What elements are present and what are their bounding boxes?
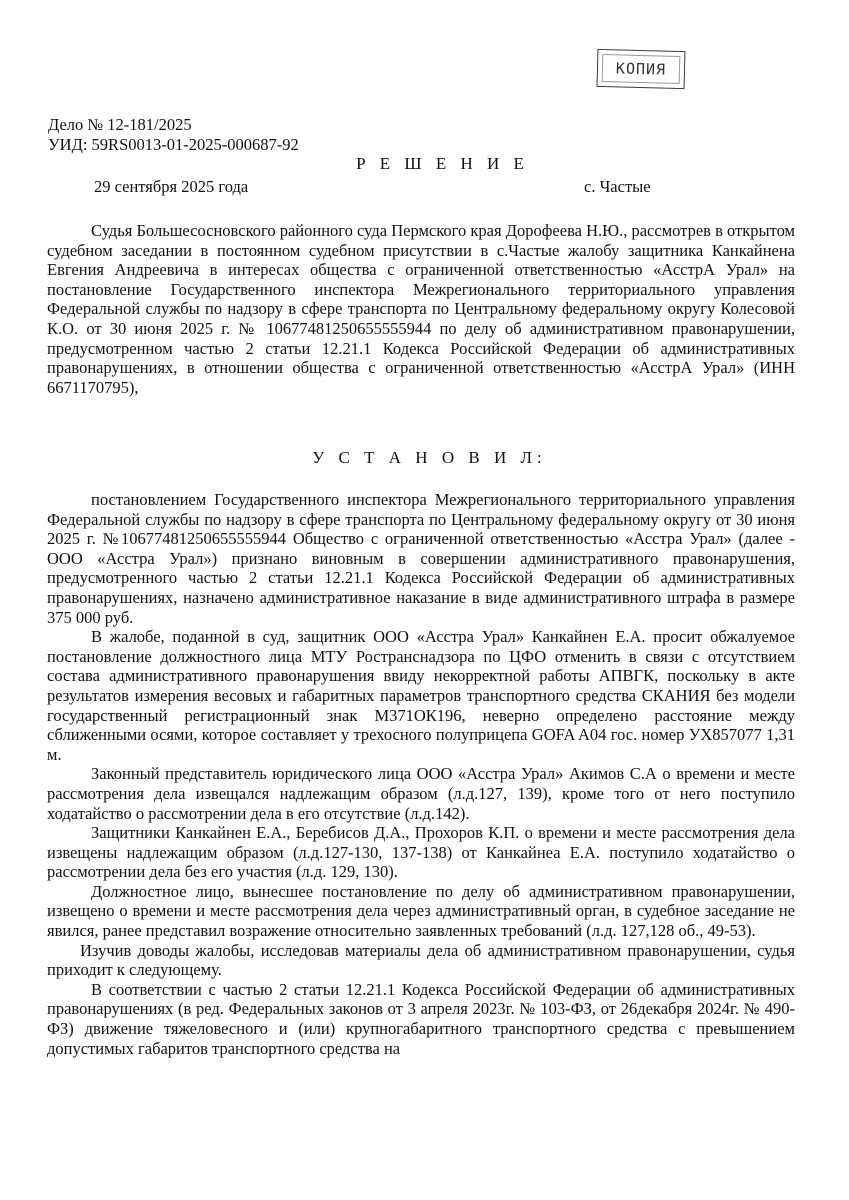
body-paragraph-5: Должностное лицо, вынесшее постановление по делу об административном правонарушении, извещено о времени и месте рассмотрения дела через административный орган, в судебное заседание не явился, ранее представил возражение относительно заявленных требований (л.д. 127,128 об., 49-53). — [47, 881, 795, 941]
section-heading-ustanovil: У С Т А Н О В И Л: — [312, 448, 547, 467]
intro-block — [47, 221, 795, 397]
copy-stamp-label: КОПИЯ — [615, 59, 667, 79]
uid-line: УИД: 59RS0013-01-2025-000687-92 — [48, 135, 299, 154]
body-block — [47, 490, 795, 1058]
document-title: Р Е Ш Е Н И Е — [356, 154, 529, 173]
decision-place: с. Частые — [584, 177, 651, 196]
body-paragraph-6: Изучив доводы жалобы, исследовав материалы дела об административном правонарушении, судья приходит к следующему. — [47, 940, 795, 980]
body-paragraph-1: постановлением Государственного инспектора Межрегионального территориального управления Федеральной службы по надзору в сфере транспорта по Центральному федеральному округу от 30 июня 2025 г. №10677481250655555944 Общество с ограниченной ответственностью «Асстра Урал» (далее - ООО «Асстра Урал») признано виновным в совершении административного правонарушения, предусмотренного частью 2 статьи 12.21.1 Кодекса Российской Федерации об административных правонарушениях, назначено административное наказание в виде административного штрафа в размере 375 000 руб. — [47, 490, 795, 627]
intro-paragraph: Судья Большесосновского районного суда Пермского края Дорофеева Н.Ю., рассмотрев в открытом судебном заседании в постоянном судебном присутствии в с.Частые жалобу защитника Канкайнена Евгения Андреевича в интересах общества с ограниченной ответственностью «АсстрА Урал» на постановление Государственного инспектора Межрегионального территориального управления Федеральной службы по надзору в сфере транспорта по Центральному федеральному округу Колесовой К.О. от 30 июня 2025 г. № 10677481250655555944 по делу об административном правонарушении, предусмотренном частью 2 статьи 12.21.1 Кодекса Российской Федерации об административных правонарушениях, в отношении общества с ограниченной ответственностью «АсстрА Урал» (ИНН 6671170795), — [47, 221, 795, 397]
case-number: Дело № 12-181/2025 — [48, 115, 192, 134]
body-paragraph-4: Защитники Канкайнен Е.А., Беребисов Д.А., Прохоров К.П. о времени и месте рассмотрения дела извещены надлежащим образом (л.д.127-130, 137-138) от Канкайнеа Е.А. поступило ходатайство о рассмотрении дела без его участия (л.д. 129, 130). — [47, 823, 795, 882]
decision-date: 29 сентября 2025 года — [94, 177, 249, 196]
body-paragraph-2: В жалобе, поданной в суд, защитник ООО «Асстра Урал» Канкайнен Е.А. просит обжалуемое постановление должностного лица МТУ Ространснадзора по ЦФО отменить в связи с отсутствием состава административного правонарушения ввиду некорректной работы АПВГК, поскольку в акте результатов измерения весовых и габаритных параметров транспортного средства СКАНИЯ без модели государственный регистрационный знак М371ОК196, неверно определено расстояние между сближенными осями, которое составляет у трехосного полуприцепа GOFA A04 гос. номер УХ857077 1,31 м. — [47, 627, 795, 764]
body-paragraph-3: Законный представитель юридического лица ООО «Асстра Урал» Акимов С.А о времени и месте рассмотрения дела извещался надлежащим образом (л.д.127, 139), кроме того от него поступило ходатайство о рассмотрении дела в его отсутствие (л.д.142). — [47, 764, 795, 823]
body-paragraph-7: В соответствии с частью 2 статьи 12.21.1 Кодекса Российской Федерации об административных правонарушениях (в ред. Федеральных законов от 3 апреля 2023г. № 103-ФЗ, от 26декабря 2024г. № 490-ФЗ) движение тяжеловесного и (или) крупногабаритного транспортного средства с превышением допустимых габаритов транспортного средства на — [47, 979, 795, 1058]
copy-stamp — [597, 49, 686, 89]
